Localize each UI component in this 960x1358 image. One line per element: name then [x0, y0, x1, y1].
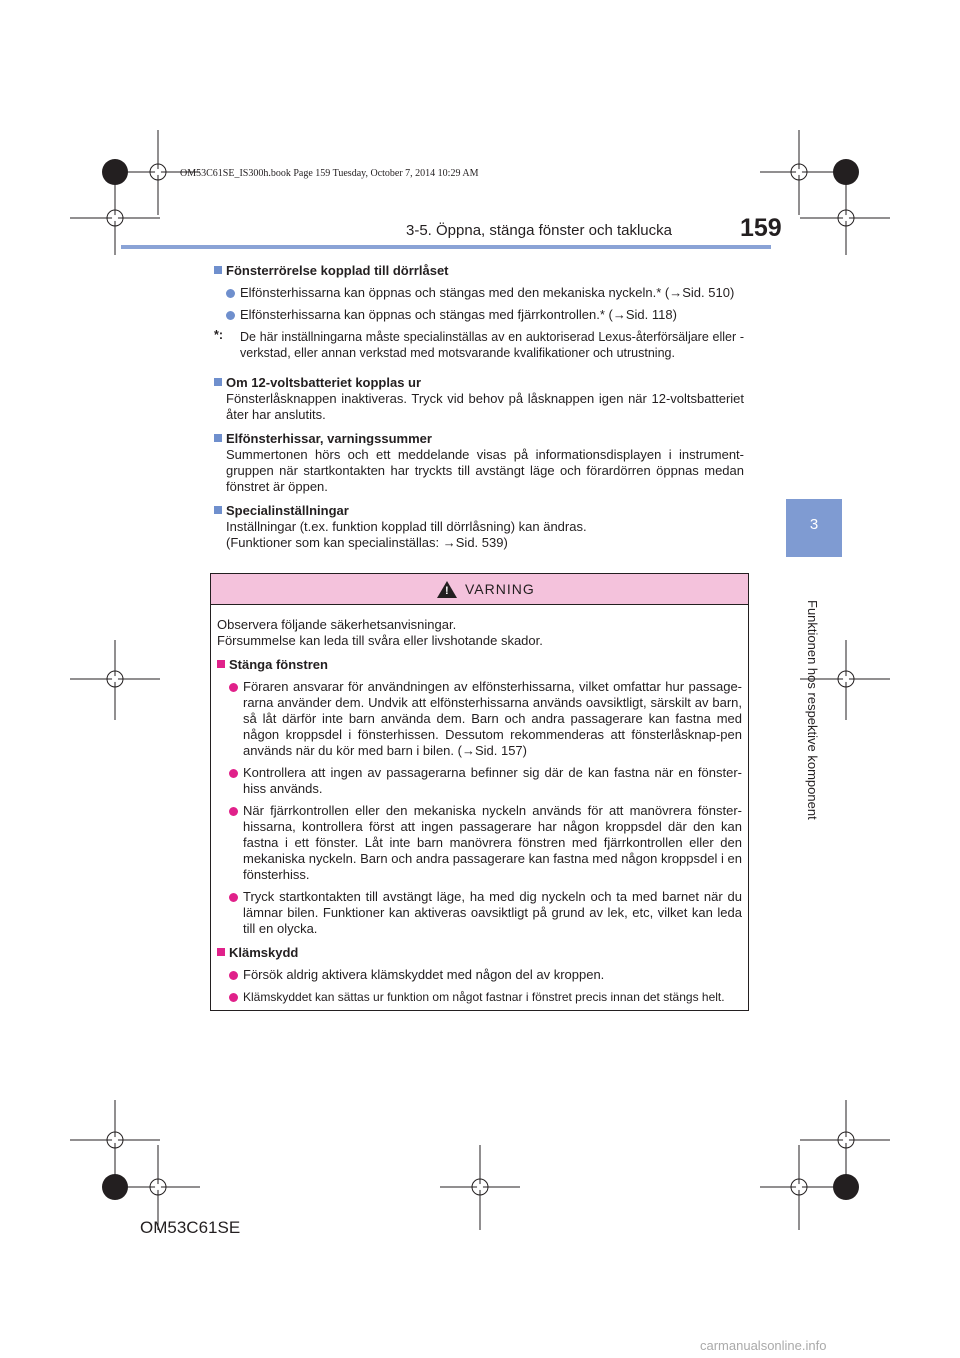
section-heading: Om 12-voltsbatteriet kopplas ur — [214, 375, 744, 391]
round-bullet-icon — [229, 993, 238, 1002]
paragraph: (Funktioner som kan specialinställas: →Sid. 539) — [226, 535, 508, 550]
round-bullet-icon — [229, 807, 238, 816]
warning-intro: Försummelse kan leda till svåra eller livshotande skador. — [217, 633, 543, 648]
footnote: *: De här inställningarna måste specialinställas av en auktoriserad Lexus-återförsäljare eller -verkstad, eller annan verkstad med motsvarande kvalifikationer och utrustning. — [214, 328, 744, 360]
square-bullet-icon — [217, 948, 225, 956]
square-bullet-icon — [214, 378, 222, 386]
warning-label: VARNING — [465, 581, 535, 597]
warning-header — [211, 574, 748, 605]
square-bullet-icon — [214, 434, 222, 442]
watermark: carmanualsonline.info — [700, 1338, 827, 1353]
main-content — [214, 255, 744, 551]
square-bullet-icon — [214, 266, 222, 274]
warning-body — [211, 605, 748, 1005]
header-rule — [121, 245, 771, 249]
chapter-tab: 3 — [786, 499, 842, 557]
section-heading: Fönsterrörelse kopplad till dörrlåset — [214, 263, 744, 279]
round-bullet-icon — [229, 971, 238, 980]
paragraph: Summertonen hörs och ett meddelande visas på informationsdisplayen i instrument-gruppen när startkontakten har tryckts till avstängt läge och förardörren öppnas medan fönstret är öppen. — [226, 447, 744, 494]
print-info-line: OM53C61SE_IS300h.book Page 159 Tuesday, October 7, 2014 10:29 AM — [180, 168, 479, 179]
warning-subheading: Klämskydd — [217, 945, 742, 961]
round-bullet-icon — [229, 683, 238, 692]
chapter-tab-label: Funktionen hos respektive komponent — [805, 600, 820, 820]
manual-code: OM53C61SE — [140, 1218, 241, 1237]
warning-list-item: Tryck startkontakten till avstängt läge, ha med dig nyckeln och ta med barnet när du lämnar bilen. Funktioner kan aktiveras oavsiktligt på grund av lek, etc, vilket kan leda till en olycka. — [217, 889, 742, 937]
warning-intro: Observera följande säkerhetsanvisningar. — [217, 617, 457, 632]
round-bullet-icon — [226, 311, 235, 320]
paragraph: Inställningar (t.ex. funktion kopplad till dörrlåsning) kan ändras. — [226, 519, 587, 534]
warning-list-item: Kontrollera att ingen av passagerarna befinner sig där de kan fastna när en fönster-hiss används. — [217, 765, 742, 797]
square-bullet-icon — [214, 506, 222, 514]
footnote-marker: *: — [214, 328, 224, 342]
warning-subheading: Stänga fönstren — [217, 657, 742, 673]
paragraph: Fönsterlåsknappen inaktiveras. Tryck vid behov på låsknappen igen när 12-voltsbatteriet åter har anslutits. — [226, 391, 744, 422]
section-heading: Specialinställningar — [214, 503, 744, 519]
warning-list-item: Klämskyddet kan sättas ur funktion om något fastnar i fönstret precis innan det stängs helt. — [217, 989, 742, 1005]
exclamation-icon: ! — [445, 585, 449, 597]
square-bullet-icon — [217, 660, 225, 668]
list-item: Elfönsterhissarna kan öppnas och stängas med fjärrkontrollen.* (→Sid. 118) — [214, 307, 744, 323]
warning-list-item: Försök aldrig aktivera klämskyddet med någon del av kroppen. — [217, 967, 742, 983]
page-number: 159 — [740, 214, 782, 242]
round-bullet-icon — [226, 289, 235, 298]
section-title: 3-5. Öppna, stänga fönster och taklucka — [406, 222, 672, 239]
round-bullet-icon — [229, 769, 238, 778]
warning-list-item: När fjärrkontrollen eller den mekaniska nyckeln används för att manövrera fönster-hissarna, kontrollera först att ingen passagerare har någon kroppsdel där den kan fastna i ett fönster. Låt inte barn manövrera fönstren med fjärrkontrollen eller den mekaniska nyckeln. Barn och andra passagerare kan fastna med någon kroppsdel i en fönsterhiss. — [217, 803, 742, 883]
list-item: Elfönsterhissarna kan öppnas och stängas med den mekaniska nyckeln.* (→Sid. 510) — [214, 285, 744, 301]
section-heading: Elfönsterhissar, varningssummer — [214, 431, 744, 447]
warning-box — [210, 573, 749, 1011]
warning-list-item: Föraren ansvarar för användningen av elfönsterhissarna, vilket omfattar hur passage-rarna använder dem. Undvik att elfönsterhissarna används oavsiktligt, särskilt av barn, så låt därför inte barn använda dem. Barn och andra passagerare kan fastna med någon kroppsdel i fönsterhissen. Dessutom rekommenderas att fönsterlåsknap-pen används när du kör med barn i bilen. (→Sid. 157) — [217, 679, 742, 759]
round-bullet-icon — [229, 893, 238, 902]
